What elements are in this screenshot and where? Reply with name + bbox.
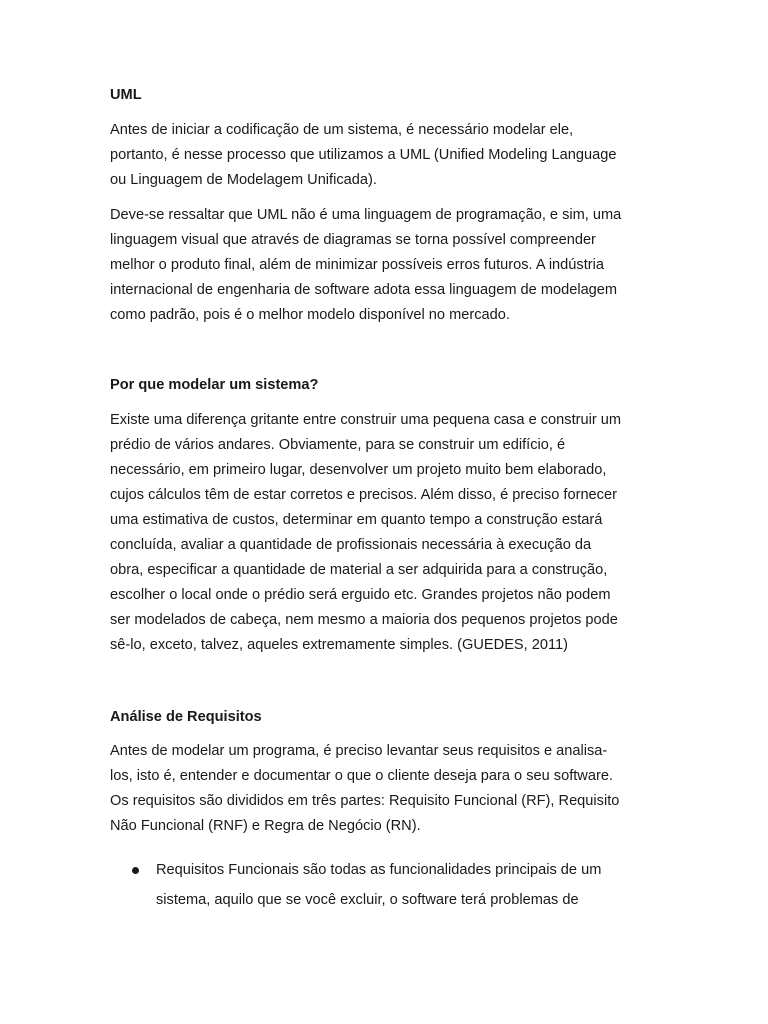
text-line: ser modelados de cabeça, nem mesmo a maioria dos pequenos projetos pode xyxy=(110,612,618,628)
text-line: Requisitos Funcionais são todas as funcionalidades principais de um xyxy=(156,862,602,878)
text-line: prédio de vários andares. Obviamente, para se construir um edifício, é xyxy=(110,437,566,453)
section-heading-por-que-modelar: Por que modelar um sistema? xyxy=(110,377,319,393)
text-line: sê-lo, exceto, talvez, aqueles extremamente simples. (GUEDES, 2011) xyxy=(110,637,569,653)
text-line: como padrão, pois é o melhor modelo disponível no mercado. xyxy=(110,307,510,323)
text-line: uma estimativa de custos, determinar em quanto tempo a construção estará xyxy=(110,512,603,528)
text-line: Não Funcional (RNF) e Regra de Negócio (RN). xyxy=(110,818,421,834)
text-line: cujos cálculos têm de estar corretos e precisos. Além disso, é preciso fornecer xyxy=(110,487,617,503)
text-line: linguagem visual que através de diagramas se torna possível compreender xyxy=(110,232,596,248)
text-line: obra, especificar a quantidade de material a ser adquirida para a construção, xyxy=(110,562,608,578)
text-line: ou Linguagem de Modelagem Unificada). xyxy=(110,172,377,188)
list-item xyxy=(110,855,658,915)
section-heading-analise-requisitos: Análise de Requisitos xyxy=(110,709,262,725)
paragraph xyxy=(110,203,658,328)
text-line: sistema, aquilo que se você excluir, o software terá problemas de xyxy=(156,892,579,908)
bullet-icon xyxy=(132,867,139,874)
text-line: Existe uma diferença gritante entre construir uma pequena casa e construir um xyxy=(110,412,622,428)
text-line: concluída, avaliar a quantidade de profissionais necessária à execução da xyxy=(110,537,592,553)
text-line: los, isto é, entender e documentar o que o cliente deseja para o seu software. xyxy=(110,768,613,784)
text-line: melhor o produto final, além de minimizar possíveis erros futuros. A indústria xyxy=(110,257,604,273)
paragraph xyxy=(110,739,658,839)
paragraph xyxy=(110,408,658,658)
requirements-bullet-list xyxy=(110,855,658,915)
text-line: Antes de modelar um programa, é preciso levantar seus requisitos e analisa- xyxy=(110,743,608,759)
text-line: internacional de engenharia de software adota essa linguagem de modelagem xyxy=(110,282,618,298)
text-line: Antes de iniciar a codificação de um sistema, é necessário modelar ele, xyxy=(110,122,574,138)
text-line: escolher o local onde o prédio será erguido etc. Grandes projetos não podem xyxy=(110,587,611,603)
section-heading-uml: UML xyxy=(110,87,142,103)
paragraph xyxy=(110,118,658,193)
text-line: necessário, em primeiro lugar, desenvolver um projeto muito bem elaborado, xyxy=(110,462,607,478)
text-line: Deve-se ressaltar que UML não é uma linguagem de programação, e sim, uma xyxy=(110,207,622,223)
text-line: Os requisitos são divididos em três partes: Requisito Funcional (RF), Requisito xyxy=(110,793,620,809)
text-line: portanto, é nesse processo que utilizamos a UML (Unified Modeling Language xyxy=(110,147,617,163)
